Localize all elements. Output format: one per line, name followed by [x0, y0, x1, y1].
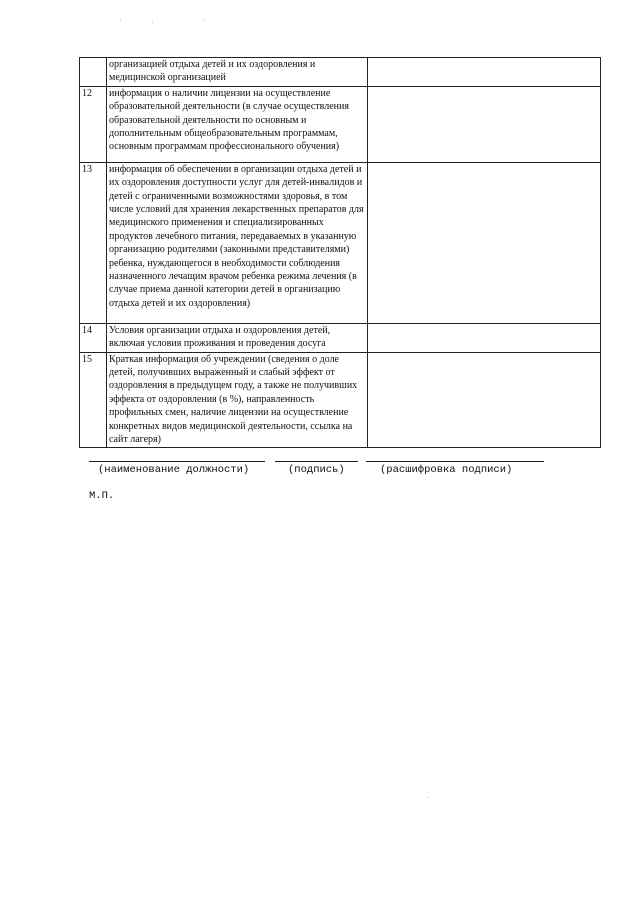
- scan-speck: [152, 22, 153, 23]
- sign-label: (подпись): [288, 464, 345, 476]
- row-value-cell: [368, 352, 601, 448]
- table-row: [80, 352, 601, 448]
- info-table: [79, 57, 601, 448]
- row-number: 13: [80, 162, 107, 323]
- row-description: Краткая информация об учреждении (сведения о доле детей, получивших выраженный и слабый эффект от оздоровления в предыдущем году, а также не получивших эффекта от оздоровления (в %), направленность профильных смен, наличие лицензии на осуществление конкретных видов медицинской деятельности, ссылка на сайт лагеря): [107, 352, 368, 448]
- table-row: [80, 58, 601, 87]
- table-row: [80, 323, 601, 352]
- decode-label: (расшифровка подписи): [380, 464, 513, 476]
- row-number: 12: [80, 86, 107, 162]
- row-value-cell: [368, 86, 601, 162]
- row-description: информация об обеспечении в организации отдыха детей и их оздоровления доступности услуг для детей-инвалидов и детей с ограниченными возможностями здоровья, в том числе условий для хранения лекарственных препаратов для медицинского применения и специализированных продуктов лечебного питания, передаваемых в указанную организацию родителями (законными представителями) ребенка, нуждающегося в необходимости соблюдения назначенного лечащим врачом ребенка режима лечения (в случае приема данной категории детей в организацию отдыха детей и их оздоровления): [107, 162, 368, 323]
- sign-signature-line: [275, 461, 358, 462]
- row-number: 15: [80, 352, 107, 448]
- row-value-cell: [368, 58, 601, 87]
- scan-speck: [427, 797, 428, 798]
- decode-signature-line: [366, 461, 544, 462]
- position-signature-line: [89, 461, 265, 462]
- scan-speck: [203, 19, 204, 20]
- row-description: информация о наличии лицензии на осуществление образовательной деятельности (в случае осуществления образовательной деятельности по основным и дополнительным общеобразовательным программам, основным программам профессионального обучения): [107, 86, 368, 162]
- stamp-label: М.П.: [89, 490, 115, 502]
- table-row: [80, 86, 601, 162]
- table-row: [80, 162, 601, 323]
- position-label: (наименование должности): [98, 464, 250, 476]
- row-description: организацией отдыха детей и их оздоровления и медицинской организацией: [107, 58, 368, 87]
- row-number: [80, 58, 107, 87]
- row-description: Условия организации отдыха и оздоровления детей, включая условия проживания и проведения досуга: [107, 323, 368, 352]
- row-value-cell: [368, 162, 601, 323]
- row-value-cell: [368, 323, 601, 352]
- row-number: 14: [80, 323, 107, 352]
- scan-speck: [120, 20, 121, 21]
